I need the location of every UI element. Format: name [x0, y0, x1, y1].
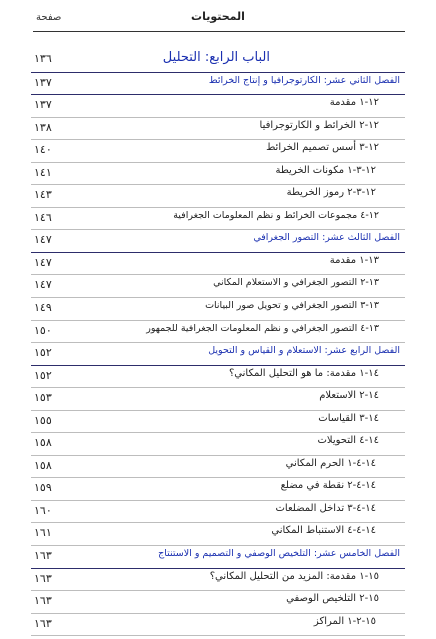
toc-entry-lvl1[interactable] — [0, 253, 436, 276]
toc-page-number: ١٥٢ — [34, 346, 52, 360]
toc-entry-lvl2[interactable] — [0, 478, 436, 501]
toc-entry-lvl1[interactable] — [0, 569, 436, 592]
toc-entry-title: ١٤-٤-٣ تداخل المضلعات — [275, 502, 376, 514]
toc-entry-title: ١٥-٢ التلخيص الوصفي — [286, 593, 379, 605]
toc-page-number: ١٥٣ — [34, 391, 52, 405]
toc-entry-title: ١٤-٤-٢ نقطة في مضلع — [280, 480, 376, 492]
toc-entry-title: الباب الرابع: التحليل — [162, 50, 270, 65]
toc-entry-lvl1[interactable] — [0, 411, 436, 434]
toc-page-number: ١٦٣ — [34, 571, 52, 585]
toc-page-number: ١٥٩ — [34, 481, 52, 495]
toc-entry-lvl1[interactable] — [0, 388, 436, 411]
toc-entry-title: ١٤-١ مقدمة: ما هو التحليل المكاني؟ — [228, 367, 379, 379]
toc-page-number: ١٦٣ — [34, 549, 52, 563]
toc-page-number: ١٤٩ — [34, 301, 52, 315]
toc-entry-title: ١٤-٤-٤ الاستنباط المكاني — [271, 525, 376, 537]
toc-page-number: ١٤٦ — [34, 210, 52, 224]
toc-entry-title: ١٣-٢ التصور الجغرافي و الاستعلام المكاني — [213, 277, 379, 289]
toc-entry-lvl2[interactable] — [0, 163, 436, 186]
toc-entry-lvl2[interactable] — [0, 501, 436, 524]
toc-entry-lvl2[interactable] — [0, 456, 436, 479]
toc-entry-title: ١٣-٣ التصور الجغرافي و تحويل صور البيانات — [205, 300, 379, 312]
toc-entry-chapter[interactable] — [0, 343, 436, 366]
toc-entry-title: ١٤-٤-١ الحرم المكاني — [285, 457, 376, 469]
toc-entry-title: ١٥-٢-١ المراكز — [313, 615, 376, 627]
toc-entry-lvl3[interactable] — [0, 321, 436, 344]
toc-divider — [31, 635, 405, 636]
toc-entry-chapter[interactable] — [0, 230, 436, 253]
toc-entry-title: ١٢-٢ الخرائط و الكارتوجرافيا — [259, 119, 379, 131]
toc-page-number: ١٥٢ — [34, 368, 52, 382]
toc-page-number: ١٦٣ — [34, 616, 52, 630]
toc-page-number: ١٥٥ — [34, 413, 52, 427]
toc-entry-chapter[interactable] — [0, 546, 436, 569]
page-column-label: صفحة — [36, 12, 62, 23]
toc-entry-title: ١٢-٣-٢ رموز الخريطة — [286, 187, 376, 199]
toc-page-number: ١٤٧ — [34, 255, 52, 269]
toc-entry-lvl3[interactable] — [0, 275, 436, 298]
toc-entry-lvl3[interactable] — [0, 208, 436, 231]
toc-entry-lvl3[interactable] — [0, 298, 436, 321]
toc-page-number: ١٦٣ — [34, 594, 52, 608]
toc-page-number: ١٤٣ — [34, 188, 52, 202]
page-header — [0, 10, 436, 30]
toc-page-number: ١٦٠ — [34, 503, 52, 517]
toc-page-number: ١٥٨ — [34, 458, 52, 472]
table-of-contents — [0, 50, 436, 636]
toc-entry-lvl1[interactable] — [0, 95, 436, 118]
toc-entry-lvl1[interactable] — [0, 366, 436, 389]
toc-entry-title: ١٢-٣ أسس تصميم الخرائط — [266, 142, 379, 154]
toc-entry-lvl1[interactable] — [0, 591, 436, 614]
toc-page-number: ١٦١ — [34, 526, 52, 540]
toc-entry-title: ١٤-٢ الاستعلام — [319, 390, 379, 402]
toc-page-number: ١٥٨ — [34, 436, 52, 450]
toc-page-number: ١٣٦ — [34, 52, 52, 65]
toc-entry-lvl2[interactable] — [0, 523, 436, 546]
toc-page-number: ١٤٠ — [34, 143, 52, 157]
toc-page-number: ١٣٧ — [34, 98, 52, 112]
toc-entry-part[interactable] — [0, 50, 436, 73]
toc-page-number: ١٤١ — [34, 165, 52, 179]
toc-entry-title: ١٣-٤ التصور الجغرافي و نظم المعلومات الجغرافية للجمهور — [146, 322, 379, 334]
toc-entry-lvl1[interactable] — [0, 433, 436, 456]
toc-entry-title: ١٣-١ مقدمة — [329, 254, 379, 266]
toc-entry-lvl1[interactable] — [0, 118, 436, 141]
toc-page-number: ١٤٧ — [34, 233, 52, 247]
toc-entry-title: ١٤-٤ التحويلات — [317, 435, 379, 447]
toc-entry-lvl1[interactable] — [0, 140, 436, 163]
toc-entry-title: ١٢-٣-١ مكونات الخريطة — [275, 164, 376, 176]
toc-entry-lvl2[interactable] — [0, 614, 436, 637]
toc-entry-chapter[interactable] — [0, 73, 436, 96]
page-title: المحتويات — [191, 10, 245, 23]
header-divider — [33, 31, 405, 32]
toc-entry-title: ١٤-٣ القياسات — [318, 412, 379, 424]
toc-entry-title: الفصل الثالث عشر: التصور الجغرافي — [253, 232, 400, 244]
toc-entry-lvl2[interactable] — [0, 185, 436, 208]
toc-entry-title: ١٢-٤ مجموعات الخرائط و نظم المعلومات الجغرافية — [173, 209, 379, 221]
toc-entry-title: الفصل الثاني عشر: الكارتوجرافيا و إنتاج الخرائط — [208, 74, 400, 86]
toc-entry-title: ١٢-١ مقدمة — [329, 97, 379, 109]
toc-page-number: ١٥٠ — [34, 323, 52, 337]
toc-page-number: ١٤٧ — [34, 278, 52, 292]
toc-page-number: ١٣٨ — [34, 120, 52, 134]
toc-entry-title: ١٥-١ مقدمة: المزيد من التحليل المكاني؟ — [209, 570, 379, 582]
toc-page-number: ١٣٧ — [34, 75, 52, 89]
toc-entry-title: الفصل الرابع عشر: الاستعلام و القياس و التحويل — [208, 345, 400, 357]
toc-entry-title: الفصل الخامس عشر: التلخيص الوصفي و التصميم و الاستنتاج — [158, 548, 400, 560]
